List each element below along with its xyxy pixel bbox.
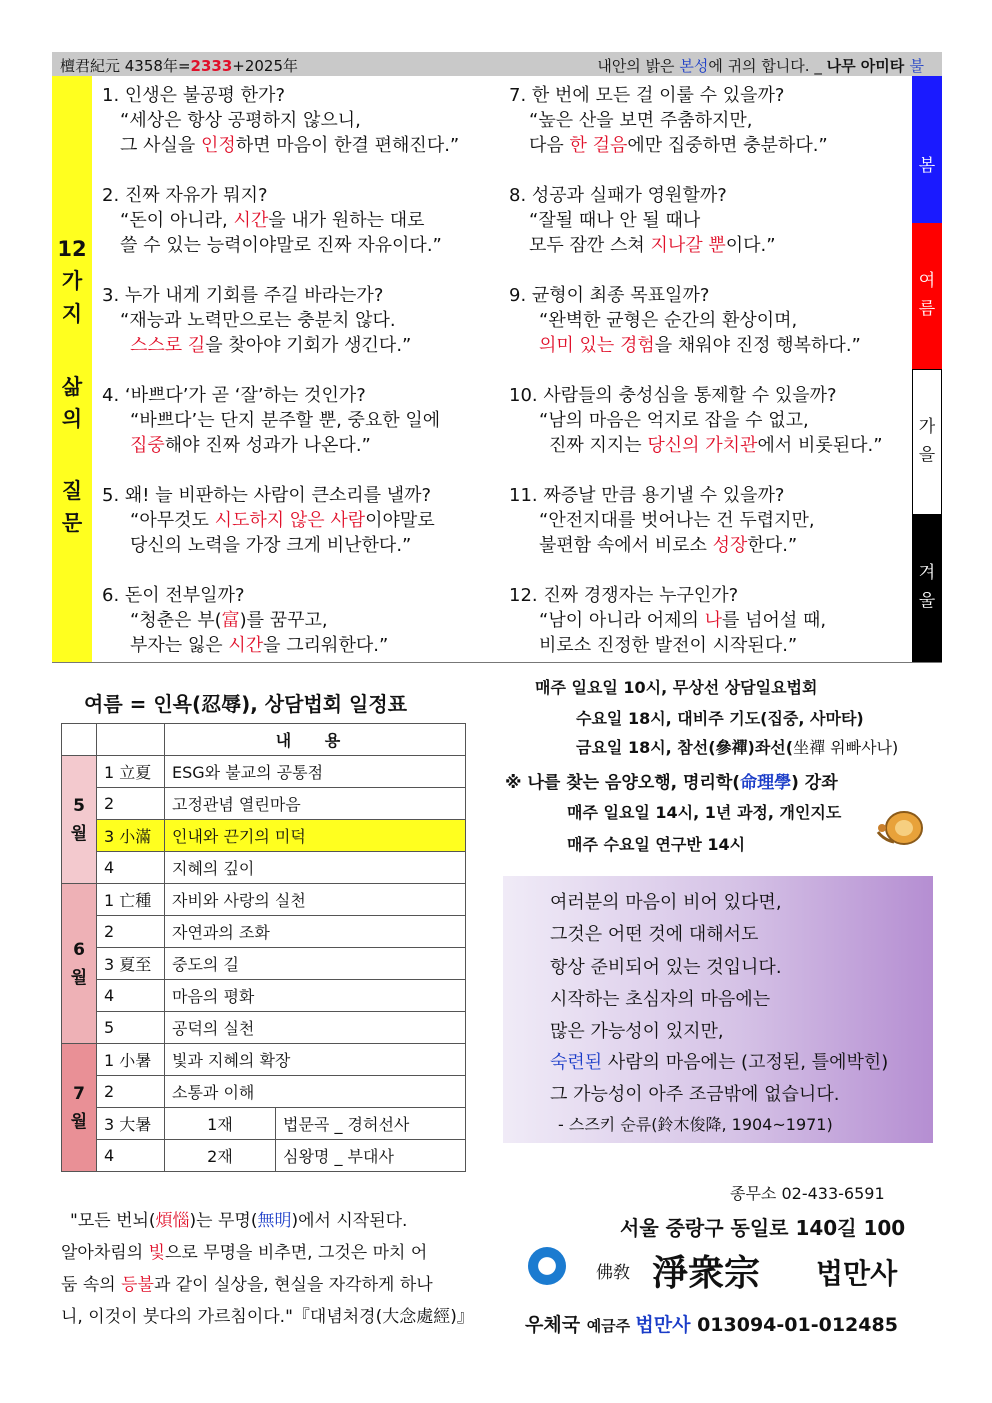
content-cell: 마음의 평화: [165, 980, 466, 1012]
month-june: 6 월: [62, 884, 97, 1044]
table-row: [62, 852, 466, 884]
table-row: [62, 916, 466, 948]
table-row: [62, 1012, 466, 1044]
quote-line: 그것은 어떤 것에 대해서도: [550, 924, 759, 945]
question-12: 12. 진짜 경쟁자는 누구인가? “남이 아니라 어제의 나를 넘어설 때, 비로소 진정한 발전이 시작된다.”: [509, 585, 827, 656]
bell-icon: [874, 806, 930, 850]
week-cell: 5: [97, 1012, 165, 1044]
week-cell: 2: [97, 1076, 165, 1108]
question-4: 4. ‘바쁘다’가 곧 ‘잘’하는 것인가? “바쁘다’는 단지 분주할 뿐, 중요한 일에 집중해야 진짜 성과가 나온다.”: [102, 385, 441, 456]
bottom-quote-line: 니, 이것이 붓다의 가르침이다."『대념처경(大念處經)』: [61, 1307, 474, 1327]
address: 서울 중랑구 동일로 140길 100: [620, 1216, 906, 1240]
week-cell: 1 立夏: [97, 756, 165, 788]
side-title-char: 가: [61, 269, 83, 293]
week-cell: 3 夏至: [97, 948, 165, 980]
quote-line: 숙련된 사람의 마음에는 (고정된, 틀에박힌): [550, 1052, 889, 1073]
temple-name: 법만사: [816, 1257, 898, 1290]
side-title-char: 질: [61, 479, 83, 503]
side-title-char: 문: [61, 511, 83, 535]
table-row: [62, 756, 466, 788]
schedule-table: [61, 723, 466, 1172]
section-divider: [52, 662, 942, 663]
content-cell: 소통과 이해: [165, 1076, 466, 1108]
header-bar: [52, 52, 942, 76]
table-row: [62, 948, 466, 980]
side-title-char: 12: [57, 237, 87, 261]
question-7: 7. 한 번에 모든 걸 이룰 수 있을까? “높은 산을 보면 주춤하지만, 다음 한 걸음에만 집중하면 충분하다.”: [509, 85, 828, 156]
office-phone: 종무소 02-433-6591: [730, 1184, 885, 1203]
week-cell: 4: [97, 852, 165, 884]
quote-line: 항상 준비되어 있는 것입니다.: [550, 957, 782, 978]
question-8: 8. 성공과 실패가 영원할까? “잘될 때나 안 될 때나 모두 잠깐 스쳐 지나갈 뿐이다.”: [509, 185, 776, 256]
schedule-title: 여름 = 인욕(忍辱), 상담법회 일정표: [84, 692, 408, 716]
quote-author: - 스즈키 순류(鈴木俊降, 1904~1971): [558, 1115, 833, 1134]
question-1: 1. 인생은 불공평 한가? “세상은 항상 공평하지 않으니, 그 사실을 인정하면 마음이 한결 편해진다.”: [102, 85, 460, 156]
extra-cell: 심왕명 _ 부대사: [276, 1140, 466, 1172]
table-row: [62, 980, 466, 1012]
question-9: 9. 균형이 최종 목표일까? “완벽한 균형은 순간의 환상이며, 의미 있는 경험을 채워야 진정 행복하다.”: [509, 285, 861, 356]
content-cell: 2재: [165, 1140, 276, 1172]
table-row: [62, 788, 466, 820]
week-cell: 2: [97, 788, 165, 820]
week-cell: 3 大暑: [97, 1108, 165, 1140]
event-lecture: ※ 나를 찾는 음양오행, 명리학(命理學) 강좌: [505, 773, 838, 793]
content-cell: 공덕의 실천: [165, 1012, 466, 1044]
table-row: [62, 1108, 466, 1140]
bottom-quote-line: 둠 속의 등불과 같이 실상을, 현실을 자각하게 하나: [61, 1275, 433, 1295]
quote-line: 여러분의 마음이 비어 있다면,: [550, 892, 782, 913]
question-5: 5. 왜! 늘 비판하는 사람이 큰소리를 낼까? “아무것도 시도하지 않은 사람이야말로 당신의 노력을 가장 크게 비난한다.”: [102, 485, 435, 556]
bank-account: 우체국 예금주 법만사 013094-01-012485: [525, 1314, 898, 1336]
content-cell: 중도의 길: [165, 948, 466, 980]
header-date: 檀君紀元 4358年=2333+2025年: [60, 57, 299, 75]
quote-line: 많은 가능성이 있지만,: [550, 1021, 724, 1042]
event-lecture-wednesday: 매주 수요일 연구반 14시: [567, 835, 746, 854]
table-row-highlighted: [62, 820, 466, 852]
event-lecture-sunday: 매주 일요일 14시, 1년 과정, 개인지도: [567, 803, 842, 822]
content-cell: 빛과 지혜의 확장: [165, 1044, 466, 1076]
quote-box: [503, 876, 933, 1143]
content-cell: 1재: [165, 1108, 276, 1140]
extra-cell: 법문곡 _ 경허선사: [276, 1108, 466, 1140]
logo-small-text: 佛敎: [596, 1263, 630, 1283]
question-6: 6. 돈이 전부일까? “청춘은 부(富)를 꿈꾸고, 부자는 잃은 시간을 그리워한다.”: [102, 585, 389, 656]
content-cell: 자연과의 조화: [165, 916, 466, 948]
question-11: 11. 짜증날 만큼 용기낼 수 있을까? “안전지대를 벗어나는 건 두렵지만, 불편함 속에서 비로소 성장한다.”: [509, 485, 815, 556]
side-title-char: 삶: [61, 375, 83, 399]
month-july: 7 월: [62, 1044, 97, 1172]
season-winter: 겨 울: [912, 515, 942, 662]
table-row: [62, 884, 466, 916]
week-cell: 3 小滿: [97, 820, 165, 852]
event-friday: 금요일 18시, 참선(參禪)좌선(坐禪 위빠사나): [576, 738, 899, 757]
season-summer: 여 름: [912, 223, 942, 369]
week-cell: 2: [97, 916, 165, 948]
bottom-quote-line: "모든 번뇌(煩惱)는 무명(無明)에서 시작된다.: [70, 1211, 408, 1231]
content-cell: 인내와 끈기의 미덕: [165, 820, 466, 852]
header-motto: 내안의 밝은 본성에 귀의 합니다. _ 나무 아미타 불: [597, 57, 924, 75]
week-cell: 1 亡種: [97, 884, 165, 916]
content-cell: 고정관념 열린마음: [165, 788, 466, 820]
content-cell: ESG와 불교의 공통점: [165, 756, 466, 788]
table-row: [62, 1140, 466, 1172]
week-cell: 1 小暑: [97, 1044, 165, 1076]
logo-big-text: 淨衆宗: [652, 1252, 761, 1294]
content-cell: 지혜의 깊이: [165, 852, 466, 884]
quote-line: 그 가능성이 아주 조금밖에 없습니다.: [550, 1084, 840, 1105]
table-row: [62, 1044, 466, 1076]
schedule-header: 내 용: [165, 724, 466, 756]
bottom-quote-line: 알아차림의 빛으로 무명을 비추면, 그것은 마치 어: [61, 1243, 428, 1263]
content-cell: 자비와 사랑의 실천: [165, 884, 466, 916]
side-title-column: [52, 76, 92, 662]
question-10: 10. 사람들의 충성심을 통제할 수 있을까? “남의 마음은 억지로 잡을 수 없고, 진짜 지지는 당신의 가치관에서 비롯된다.”: [509, 385, 883, 456]
quote-line: 시작하는 초심자의 마음에는: [550, 989, 771, 1010]
question-3: 3. 누가 내게 기회를 주길 바라는가? “재능과 노력만으로는 충분치 않다. 스스로 길을 찾아야 기회가 생긴다.”: [102, 285, 412, 356]
question-2: 2. 진짜 자유가 뭐지? “돈이 아니라, 시간을 내가 원하는 대로 쓸 수 있는 능력이야말로 진짜 자유이다.”: [102, 185, 442, 256]
temple-logo-icon: [528, 1247, 566, 1285]
season-autumn: 가 을: [912, 369, 942, 515]
side-title-char: 의: [61, 407, 83, 431]
event-wednesday: 수요일 18시, 대비주 기도(집중, 사마타): [576, 709, 864, 728]
season-spring: 봄: [912, 76, 942, 223]
week-cell: 4: [97, 980, 165, 1012]
event-sunday: 매주 일요일 10시, 무상선 상담일요법회: [535, 678, 818, 697]
table-row: [62, 1076, 466, 1108]
side-title-char: 지: [61, 302, 83, 326]
week-cell: 4: [97, 1140, 165, 1172]
month-may: 5 월: [62, 756, 97, 884]
